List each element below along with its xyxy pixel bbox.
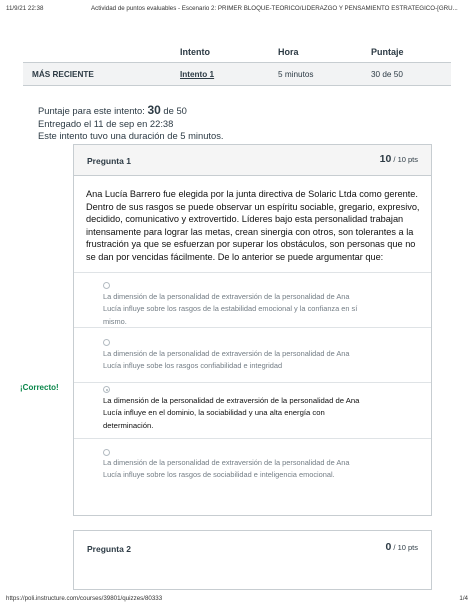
answer-option[interactable] bbox=[74, 272, 431, 327]
correct-answer-flag: ¡Correcto! bbox=[20, 383, 59, 392]
submitted-line: Entregado el 11 de sep en 22:38 bbox=[38, 117, 174, 129]
points-total: / 10 pts bbox=[391, 155, 418, 164]
question-points bbox=[385, 541, 418, 553]
attempt-time: 5 minutos bbox=[278, 70, 314, 79]
answer-text: La dimensión de la personalidad de extraversión de la personalidad de Ana Lucía influye sobe los rasgos confiabilidad e integridad bbox=[103, 349, 350, 371]
question-text: Ana Lucía Barrero fue elegida por la junta directiva de Solaric Ltda como gerente. Dentro de sus rasgos se puede observar un espíritu sociable, gregario, expresivo, decidido, comunicativo y extrovertido. Líderes bajo esta personalidad trabajan intensamente para lograr las metas, crean sinergia con otros, son tolerantes a la frustración ya que se esfuerzan por superar los obstáculos, son personas que no se dan por vencidas fácilmente. De lo anterior se puede argumentar que: bbox=[86, 189, 420, 262]
radio-button-selected[interactable] bbox=[103, 386, 110, 393]
header-score: Puntaje bbox=[371, 47, 404, 57]
answer-option[interactable] bbox=[74, 327, 431, 382]
header-attempt: Intento bbox=[180, 47, 210, 57]
radio-button[interactable] bbox=[103, 449, 110, 456]
points-total: / 10 pts bbox=[391, 543, 418, 552]
duration-line: Este intento tuvo una duración de 5 minutos. bbox=[38, 130, 224, 141]
attempt-score: 30 de 50 bbox=[371, 70, 403, 79]
question-header bbox=[74, 145, 431, 176]
print-date: 11/9/21 22:38 bbox=[6, 5, 44, 12]
attempt-row-label: MÁS RECIENTE bbox=[32, 70, 94, 79]
question-card-1 bbox=[73, 144, 432, 516]
score-line bbox=[38, 104, 224, 118]
question-card-2 bbox=[73, 530, 432, 590]
table-row bbox=[23, 62, 451, 86]
score-value: 30 bbox=[147, 103, 161, 117]
attempt-link[interactable]: Intento 1 bbox=[180, 70, 215, 79]
radio-button[interactable] bbox=[103, 339, 110, 346]
question-points bbox=[380, 153, 418, 165]
print-page-number: 1/4 bbox=[459, 595, 468, 602]
attempts-table bbox=[23, 40, 451, 86]
score-suffix: de 50 bbox=[160, 105, 187, 116]
answer-text: La dimensión de la personalidad de extraversión de la personalidad de Ana Lucía influye sobre los rasgos de la estabilidad emocional y la confianza en sí mismo. bbox=[103, 292, 358, 326]
print-page-title: Actividad de puntos evaluables - Escenario 2: PRIMER BLOQUE-TEORICO/LIDERAZGO Y PENSAMIENTO ESTRATEGICO-[GRU... bbox=[91, 5, 458, 12]
print-url: https://poli.instructure.com/courses/39801/quizzes/80333 bbox=[6, 595, 163, 602]
attempt-summary bbox=[38, 104, 224, 143]
print-header bbox=[6, 5, 468, 17]
question-title: Pregunta 2 bbox=[87, 544, 131, 554]
radio-button[interactable] bbox=[103, 282, 110, 289]
question-title: Pregunta 1 bbox=[87, 156, 131, 166]
answer-option-selected[interactable] bbox=[74, 382, 431, 438]
score-prefix: Puntaje para este intento: bbox=[38, 105, 148, 116]
points-earned: 0 bbox=[385, 541, 392, 553]
header-time: Hora bbox=[278, 47, 299, 57]
question-header bbox=[74, 533, 431, 564]
attempts-table-header bbox=[23, 40, 451, 62]
answer-text: La dimensión de la personalidad de extraversión de la personalidad de Ana Lucía influye sobre los rasgos de sociabilidad e inteligencia emocional. bbox=[103, 458, 350, 480]
answer-text: La dimensión de la personalidad de extraversión de la personalidad de Ana Lucía influye en el dominio, la sociabilidad y una alta energía con determinación. bbox=[103, 396, 360, 430]
answer-option[interactable] bbox=[74, 438, 431, 515]
points-earned: 10 bbox=[379, 153, 392, 165]
